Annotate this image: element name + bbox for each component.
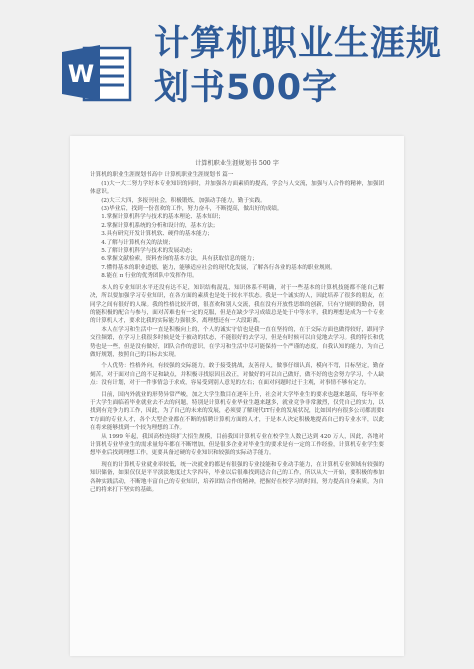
document-subtitle: 计算机的职业生涯规划书高中 计算机职业生涯规划书 篇一 — [90, 172, 234, 179]
list-item: 3.具有研究开发计算机软、硬件的基本能力； — [101, 231, 213, 238]
word-document-icon — [62, 42, 132, 104]
paragraph: (3)毕业后，找到一份喜欢的工作，努力奋斗，不断提高，做出好的成绩。 — [101, 206, 283, 213]
page-header — [0, 0, 474, 112]
paragraph: (2)大三大四，多报刊社会，积极锻炼，加强动手能力，勤于实践。 — [101, 197, 266, 204]
paragraph: 现在的计算机专业就业率较低，统一决就业的都是有很强的专业技能和专业动手能力，在计算机专业领域有较强的知识储备，如果仅仅是平平淡淡地度过大学四年，毕业以后很难找到适合自己的工作，所以从大一开始，要积极的参加各种实践活动，不断地丰富自己的专业知识，培养团结合作的精神，把握好在校学习的时间，努力提高自身素质，为自己的将来打下坚实的基础。 — [90, 461, 384, 494]
document-page — [70, 136, 404, 656]
list-item: 4.了解与计算机有关的法规； — [101, 239, 174, 246]
paragraph: 从 1999 年起，我国高校连续扩大招生规模，目前我国计算机专业在校学生人数已达到 420 万人，因此，各地对计算机专业毕业生的需求量每年都在不断增加，但是很多企业对毕业生的要求是有一定的工作经验，计算机专业学生要想毕业后找到理想工作，更要具备过硬的专业知识和较强的实际动手能力。 — [90, 433, 384, 457]
list-item: 2.掌握计算机系统的分析和设计的，基本方法； — [101, 222, 219, 229]
paragraph: 目前，国内外就业的形势异常严峻，加之大学生数目在逐年上升，社会对大学毕业生的要求也越来越高，每年毕业于大学生面临着毕业就业去不去的问题，特别是计算机专业毕业生越来越多，就业竞争非常激烈，仅凭自己的实力，以找到有竞争力的工作，因此，为了自己的未来的发展，必须要了解现代IT行业的发展状况，比如国内有很多公司都需要IT方面的专业人才，各个大型企业都在不断的招聘计算机方面的人才，于是本人决定积极地提高自己的专业水平，以此在将来能够找到一个较为理想的工作。 — [90, 391, 384, 432]
list-item: 8.能在 π 行业的优秀团队中发挥作用。 — [101, 273, 198, 280]
document-title: 计算机职业生涯规划书 500 字 — [195, 160, 279, 167]
list-item: 7.懂得基本的职业道德，能力，能够适应社会的现代化发展，了解各行各业的基本的职业规则。 — [101, 264, 336, 271]
paragraph: 本人的专业知识水平还没有达不足，知识结构混乱，知识体系不明确，对于一些基本的计算机技能都不能自己解决，所以要加强学习专业知识，在各方面的素质也是处于较水平状态。我是一个诚实的人，因此培养了很多的朋友，在同学之间有很好的人缘。我的性格比较开朗，很喜欢和别人交流，我在没有开放性思维的创新，只有守规则的勤奋，别的能积极的配合与参与，面对苦难也有一定的克服，但是在缺少学习成绩总是处于中等水平，我的理想是成为一个专业的计算机人才，要求比我的实际能力强很多，离理想还有一大段距离。 — [90, 284, 384, 325]
list-item: 6.掌握文献检索，资料查询的基本方法，具有获取信息的能力； — [101, 256, 258, 263]
svg-text:W: W — [67, 60, 95, 88]
paragraph: (1)大一大二努力学好本专业知识的同时，并加强各方面素质的提高，学会与人交流，加强与人合作的精神，加强团体意识。 — [90, 180, 384, 196]
list-item: 5.了解计算机科学与技术的发展动态； — [101, 248, 197, 255]
paragraph: 本人在学习和生活中一直是积极向上的，个人的诚实守信也是我一直在坚持的，在于交际方面也做得较好，跟同学交往频繁，在学习上我很多时候是处于被动的状态，不能很好的去学习，但是有时候可以自觉地去学习。我的特长和优势也是一些，但是没有做好，团队合作的意识，在学习和生活中尽可能保持一个严谨的态度，自我认知的能力，为自己做好规划，按照自己的目标去实现。 — [90, 326, 384, 358]
list-item: 1.掌握计算机科学与技术的基本理论、基本知识； — [101, 214, 224, 221]
paragraph: 个人优势：性格外向，有较强的交际能力，敢于接受挑战，友善待人，做事仔细认真，模向不弯，目标坚定，勤奋刻苦，对于面对自己的不足和缺点，并积极寻找原因且改正，对做好的可以自己做好，做不好的也会努力学习，个人缺点：没有计划，对于一件事情急于求成，容易受到别人意见的左右；在面对问题时过于主观，对事情不够有定力。 — [90, 363, 384, 387]
page-title: 计算机职业生涯规划书500字 — [154, 24, 443, 108]
